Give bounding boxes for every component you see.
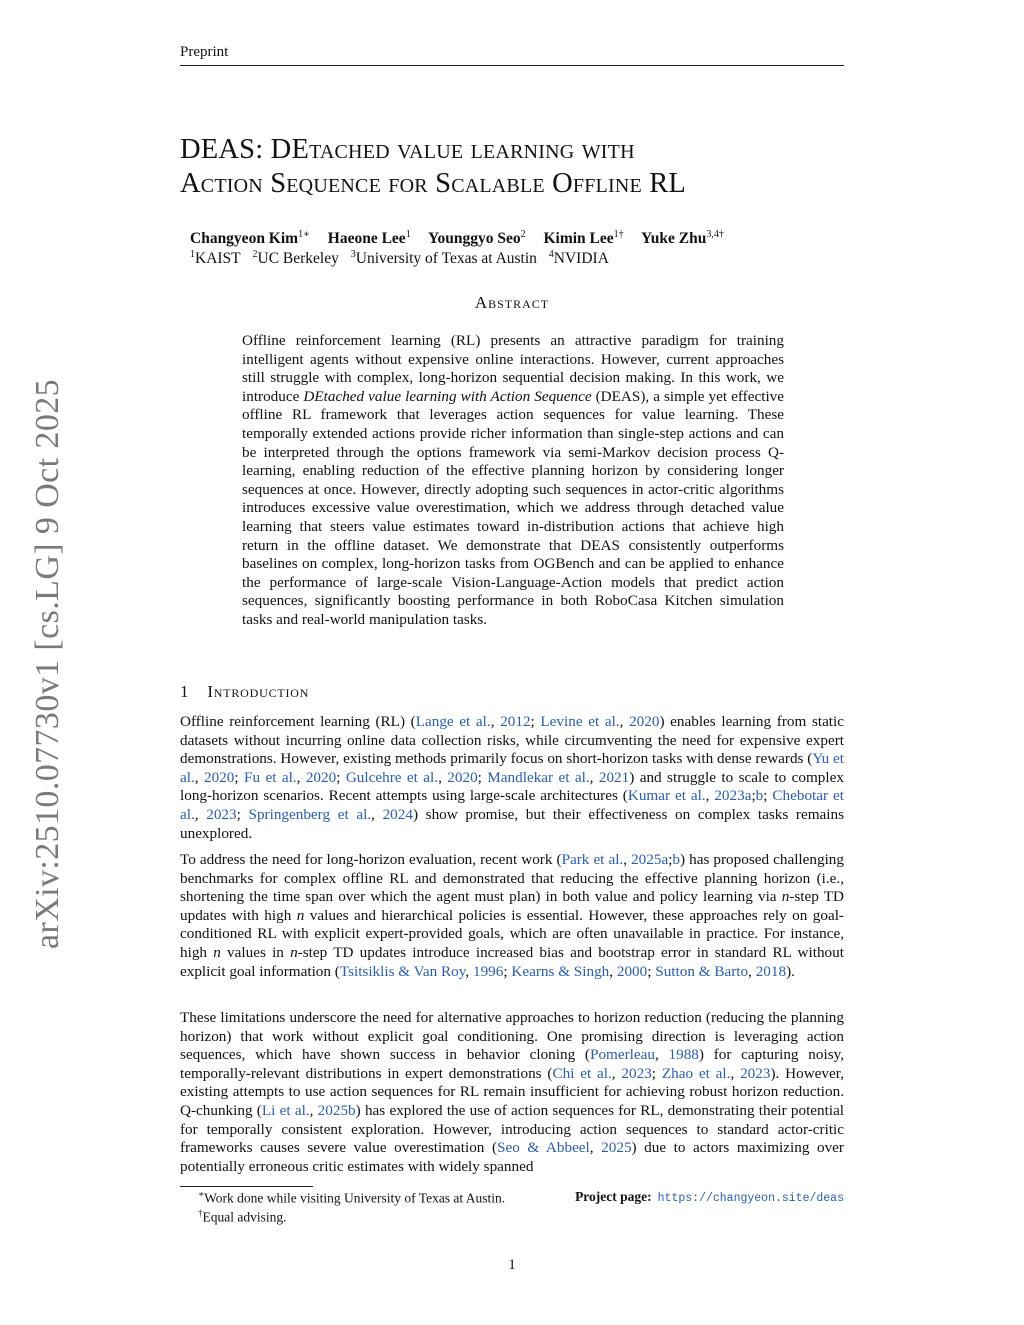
- title-line-1: DEAS: DEtached value learning with: [180, 134, 635, 165]
- text-run: ;: [477, 768, 488, 786]
- intro-paragraph-2: [180, 851, 844, 981]
- citation-link[interactable]: Chebotar et al.: [180, 787, 844, 823]
- author-list: [190, 229, 738, 248]
- text-run: ) and struggle to scale to complex long-horizon scenarios. Recent attempts using large-scale architectures (: [180, 768, 844, 805]
- affiliation: $^1$KAIST: [190, 249, 241, 268]
- abstract-body: Offline reinforcement learning (RL) presents an attractive paradigm for training intelligent agents without expensive online interactions. However, current approaches still struggle with complex, long-horizon sequential decision making. In this work, we introduce DEtached value learning with Action Sequence (DEAS), a simple yet effective offline RL framework that leverages action sequences for value learning. These temporally extended actions provide richer information than single-step actions and can be interpreted through the options framework via semi-Markov decision process Q-learning, enabling reduction of the effective planning horizon by considering longer sequences at once. However, directly adopting such sequences in actor-critic algorithms introduces excessive value overestimation, which we address through detached value learning that steers value estimates toward in-distribution actions that achieve high return in the offline dataset. We demonstrate that DEAS consistently outperforms baselines on complex, long-horizon tasks from OGBench and can be applied to enhance the performance of large-scale Vision-Language-Action models that predict action sequences, significantly boosting performance in both RoboCasa Kitchen simulation tasks and real-world manipulation tasks.: [242, 332, 784, 628]
- text-run: ,: [589, 1139, 602, 1157]
- author: Yuke Zhu$^{3,4\dagger}$: [640, 229, 724, 248]
- citation-link[interactable]: Springenberg et al.: [248, 805, 372, 823]
- citation-link[interactable]: 2024: [382, 805, 413, 823]
- text-run: -step TD updates with high: [180, 888, 844, 924]
- abstract-heading: Abstract: [474, 293, 550, 312]
- text-run: ,: [705, 787, 715, 805]
- text-run: -step TD updates introduce increased bias and bootstrap error in standard RL without explicit goal information (: [180, 943, 844, 980]
- text-run: ;: [647, 962, 656, 980]
- citation-link[interactable]: 2012: [500, 713, 531, 730]
- text-run: Offline reinforcement learning (RL) (: [180, 713, 416, 730]
- citation-link[interactable]: 2023: [621, 1064, 652, 1082]
- text-run: To address the need for long-horizon evaluation, recent work (: [180, 851, 562, 868]
- citation-link[interactable]: 2020: [305, 768, 337, 786]
- author: Kimin Lee$^{1\dagger}$: [543, 229, 624, 248]
- citation-link[interactable]: Kumar et al.: [627, 787, 706, 805]
- citation-link[interactable]: Gulcehre et al.: [345, 768, 439, 786]
- text-run: ) enables learning from static datasets without incurring online data collection risks, while circumventing the need for expensive expert demonstrations. However, existing methods primarily focus on short-horizon tasks with dense rewards (: [180, 713, 844, 768]
- text-run: ) for capturing noisy, temporally-relevant distributions in expert demonstrations (: [180, 1046, 845, 1082]
- citation-link[interactable]: 1996: [472, 962, 504, 980]
- text-run: values in: [220, 943, 291, 961]
- text-run: ) due to actors maximizing over potentially erroneous critic estimates with widely spanned: [180, 1139, 844, 1175]
- text-run: ,: [194, 805, 207, 823]
- math-variable: n: [213, 943, 221, 961]
- citation-link[interactable]: Park et al.: [561, 851, 624, 868]
- project-url-link[interactable]: https://changyeon.site/deas: [657, 1192, 844, 1205]
- citation-link[interactable]: 2025b: [317, 1101, 356, 1119]
- math-variable: n: [296, 906, 305, 924]
- citation-link[interactable]: Yu et al.: [180, 750, 844, 786]
- text-run: ). However, existing attempts to use action sequences for RL remain insufficient for achieving robust horizon reduction. Q-chunking (: [180, 1064, 844, 1119]
- citation-link[interactable]: Kearns & Singh: [511, 962, 610, 980]
- header-rule: [180, 65, 844, 66]
- text-run: ).: [786, 962, 795, 980]
- text-run: ,: [371, 805, 383, 823]
- citation-link[interactable]: 2020: [629, 713, 660, 730]
- citation-link[interactable]: 1988: [668, 1046, 699, 1064]
- author: Haeone Lee$^1$: [327, 229, 411, 248]
- citation-link[interactable]: 2025a: [631, 851, 669, 868]
- text-run: ;: [668, 851, 673, 868]
- text-run: ,: [611, 1064, 622, 1082]
- affiliation: $^2$UC Berkeley: [252, 249, 339, 268]
- text-run: ;: [651, 1064, 662, 1082]
- text-run: ;: [763, 787, 773, 805]
- citation-link[interactable]: 2023: [206, 805, 237, 823]
- affiliation-list: [190, 249, 617, 268]
- paper-title: [180, 133, 844, 201]
- text-run: ,: [309, 1101, 318, 1119]
- author: Younggyo Seo$^2$: [428, 229, 526, 248]
- citation-link[interactable]: Seo & Abbeel: [497, 1139, 590, 1157]
- text-run: values and hierarchical policies is essential. However, these approaches rely on goal-conditioned RL with explicit expert-provided goals, which are often unavailable in practice. For instance, high: [180, 906, 844, 961]
- text-run: ,: [589, 768, 599, 786]
- title-line-2: Action Sequence for Scalable Offline RL: [180, 168, 687, 199]
- math-variable: n: [290, 943, 298, 961]
- text-run: ,: [490, 713, 501, 730]
- citation-link[interactable]: Pomerleau: [590, 1046, 655, 1064]
- citation-link[interactable]: 2020: [447, 768, 478, 786]
- citation-link[interactable]: Zhao et al.: [661, 1064, 731, 1082]
- text-run: These limitations underscore the need for alternative approaches to horizon reduction (reducing the planning horizon) that work without explicit goal conditioning. One promising direction is leveraging action sequences, which have shown success in behavior cloning (: [180, 1009, 844, 1064]
- section-heading: 1 Introduction: [180, 682, 310, 701]
- citation-link[interactable]: Levine et al.: [540, 713, 620, 730]
- text-run: ,: [296, 768, 306, 786]
- text-run: ,: [609, 962, 617, 980]
- footnote-rule: [180, 1186, 313, 1187]
- text-run: ;: [530, 713, 541, 730]
- citation-link[interactable]: Li et al.: [261, 1101, 310, 1119]
- text-run: ,: [438, 768, 448, 786]
- citation-link[interactable]: Mandlekar et al.: [487, 768, 590, 786]
- text-run: ,: [748, 962, 756, 980]
- text-run: ;: [751, 787, 756, 805]
- citation-link[interactable]: Chi et al.: [552, 1064, 612, 1082]
- affiliation: $^4$NVIDIA: [548, 249, 609, 268]
- citation-link[interactable]: b: [755, 787, 764, 805]
- citation-link[interactable]: Lange et al.: [415, 713, 491, 730]
- text-run: ,: [194, 768, 204, 786]
- citation-link[interactable]: b: [672, 851, 681, 868]
- citation-link[interactable]: 2025: [601, 1139, 632, 1157]
- text-run: ;: [236, 805, 249, 823]
- math-variable: n: [781, 888, 790, 906]
- citation-link[interactable]: 2020: [203, 768, 235, 786]
- text-run: ) has explored the use of action sequences for RL, demonstrating their potential for temporally consistent exploration. However, introducing action sequences to standard actor-critic frameworks causes severe value overestimation (: [180, 1101, 845, 1157]
- footnote-1: ∗Work done while visiting University of Texas at Austin.: [198, 1189, 506, 1206]
- citation-link[interactable]: Fu et al.: [244, 768, 297, 786]
- text-run: ,: [654, 1046, 669, 1064]
- footnote-2: †Equal advising.: [198, 1208, 287, 1225]
- text-run: ,: [730, 1064, 741, 1082]
- text-run: ) has proposed challenging benchmarks for complex offline RL and demonstrated that reducing the effective planning horizon (i.e., shortening the time span over which the agent must plan) in both value and policy learning via: [180, 851, 844, 906]
- citation-link[interactable]: 2021: [598, 768, 630, 786]
- author: Changyeon Kim$^{1∗}$: [190, 229, 310, 248]
- text-run: ,: [619, 713, 630, 730]
- intro-paragraph-3: [180, 1009, 844, 1176]
- text-run: ;: [503, 962, 512, 980]
- citation-link[interactable]: Tsitsiklis & Van Roy: [339, 962, 466, 980]
- text-run: ) show promise, but their effectiveness on complex tasks remains unexplored.: [180, 805, 844, 842]
- text-run: ;: [234, 768, 244, 786]
- project-page: Project page: https://changyeon.site/deas: [575, 1189, 844, 1205]
- arxiv-identifier[interactable]: arXiv:2510.07730v1 [cs.LG] 9 Oct 2025: [29, 378, 66, 950]
- text-run: ;: [336, 768, 346, 786]
- text-run: ,: [465, 962, 473, 980]
- affiliation: $^3$University of Texas at Austin: [350, 249, 537, 268]
- page-number: 1: [508, 1257, 516, 1273]
- running-header: Preprint: [180, 44, 229, 60]
- citation-link[interactable]: 2000: [616, 962, 648, 980]
- citation-link[interactable]: 2018: [755, 962, 787, 980]
- intro-paragraph-1: [180, 713, 844, 843]
- text-run: ,: [623, 851, 632, 868]
- citation-link[interactable]: Sutton & Barto: [655, 962, 749, 980]
- citation-link[interactable]: 2023: [740, 1064, 771, 1082]
- citation-link[interactable]: 2023a: [714, 787, 752, 805]
